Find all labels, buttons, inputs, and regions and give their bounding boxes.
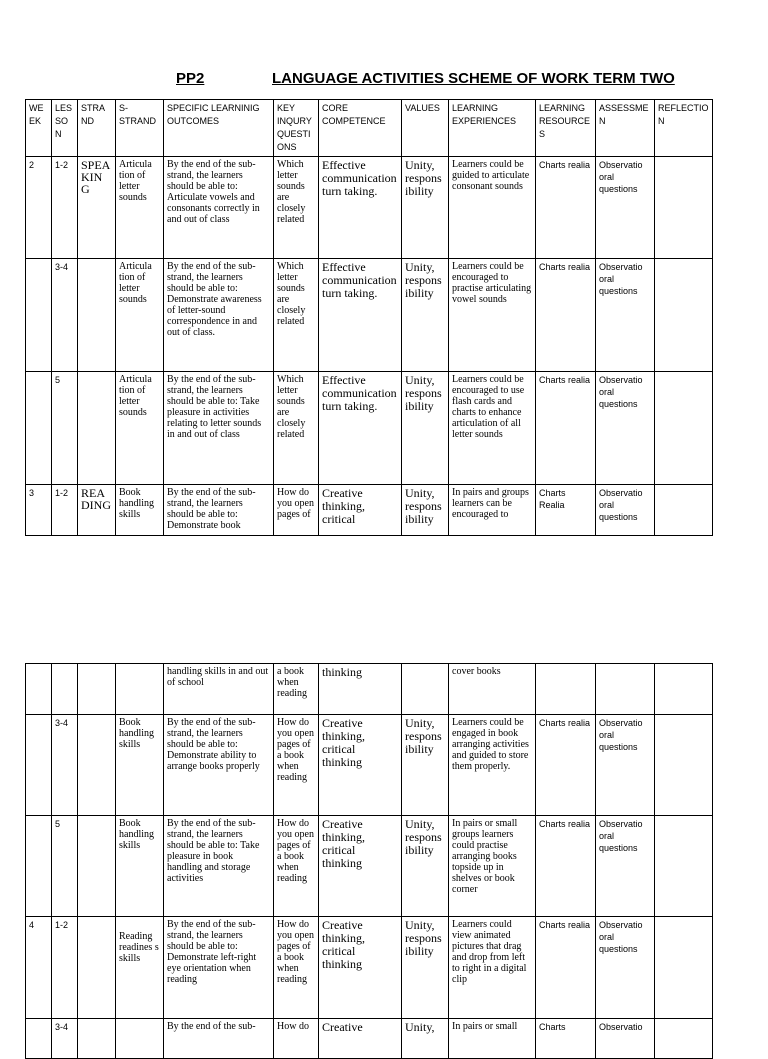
cell-resources: Charts: [536, 1019, 596, 1059]
header-competence: CORE COMPETENCE: [319, 100, 402, 157]
cell-week: 3: [26, 485, 52, 536]
cell-lesson: 5: [52, 816, 78, 917]
cell-reflection: [655, 664, 713, 715]
cell-assessment: Observatio oral questions: [596, 157, 655, 259]
scheme-title: LANGUAGE ACTIVITIES SCHEME OF WORK TERM TWO: [272, 70, 675, 87]
cell-assessment: Observatio oral questions: [596, 917, 655, 1019]
cell-outcomes: By the end of the sub-strand, the learners should be able to: Demonstrate book: [164, 485, 274, 536]
cell-experiences: Learners could be engaged in book arranging activities and guided to store them properly.: [449, 715, 536, 816]
cell-experiences: In pairs or small: [449, 1019, 536, 1059]
header-lesson: LES SO N: [52, 100, 78, 157]
cell-values: Unity,: [402, 1019, 449, 1059]
cell-week: [26, 1019, 52, 1059]
cell-substrand: Book handling skills: [116, 485, 164, 536]
cell-week: [26, 715, 52, 816]
cell-outcomes: By the end of the sub-: [164, 1019, 274, 1059]
cell-substrand: Articula tion of letter sounds: [116, 259, 164, 372]
table-row: [26, 259, 713, 372]
cell-week: [26, 372, 52, 485]
cell-questions: Which letter sounds are closely related: [274, 259, 319, 372]
cell-lesson: 1-2: [52, 157, 78, 259]
cell-week: [26, 664, 52, 715]
cell-resources: Charts realia: [536, 715, 596, 816]
cell-substrand: Reading readines s skills: [116, 917, 164, 1019]
cell-competence: Creative: [319, 1019, 402, 1059]
cell-questions: How do you open pages of: [274, 485, 319, 536]
scheme-table-page-1: [25, 99, 713, 536]
cell-questions: How do you open pages of a book when reading: [274, 917, 319, 1019]
table-row: [26, 917, 713, 1019]
cell-week: 4: [26, 917, 52, 1019]
cell-values: Unity, respons ibility: [402, 917, 449, 1019]
cell-strand: [78, 664, 116, 715]
cell-values: Unity, respons ibility: [402, 485, 449, 536]
cell-competence: Effective communication turn taking.: [319, 157, 402, 259]
cell-competence: Creative thinking, critical: [319, 485, 402, 536]
cell-reflection: [655, 715, 713, 816]
scheme-table-page-2: [25, 663, 713, 1059]
cell-resources: Charts realia: [536, 259, 596, 372]
cell-values: Unity, respons ibility: [402, 259, 449, 372]
cell-outcomes: By the end of the sub-strand, the learners should be able to: Take pleasure in activities relating to letter sounds in and out of class: [164, 372, 274, 485]
cell-competence: Creative thinking, critical thinking: [319, 715, 402, 816]
table-row: [26, 816, 713, 917]
header-resources: LEARNING RESOURCE S: [536, 100, 596, 157]
cell-lesson: 1-2: [52, 485, 78, 536]
cell-lesson: 3-4: [52, 1019, 78, 1059]
cell-assessment: Observatio oral questions: [596, 372, 655, 485]
cell-values: Unity, respons ibility: [402, 372, 449, 485]
cell-outcomes: By the end of the sub-strand, the learners should be able to: Demonstrate ability to arrange books properly: [164, 715, 274, 816]
cell-lesson: 5: [52, 372, 78, 485]
cell-week: [26, 816, 52, 917]
cell-competence: Creative thinking, critical thinking: [319, 816, 402, 917]
cell-strand: [78, 259, 116, 372]
cell-outcomes: By the end of the sub-strand, the learners should be able to: Articulate vowels and consonants correctly in and out of class: [164, 157, 274, 259]
cell-assessment: Observatio oral questions: [596, 715, 655, 816]
cell-values: Unity, respons ibility: [402, 715, 449, 816]
cell-outcomes: By the end of the sub-strand, the learners should be able to: Take pleasure in book handling and storage activities: [164, 816, 274, 917]
header-week: WE EK: [26, 100, 52, 157]
header-values: VALUES: [402, 100, 449, 157]
cell-reflection: [655, 485, 713, 536]
cell-reflection: [655, 259, 713, 372]
cell-resources: Charts Realia: [536, 485, 596, 536]
table-row: [26, 664, 713, 715]
header-questions: KEY INQURY QUESTI ONS: [274, 100, 319, 157]
cell-assessment: Observatio oral questions: [596, 259, 655, 372]
cell-strand: [78, 816, 116, 917]
table-row: [26, 485, 713, 536]
cell-strand: SPEA KIN G: [78, 157, 116, 259]
cell-lesson: 3-4: [52, 259, 78, 372]
cell-lesson: [52, 664, 78, 715]
cell-competence: Effective communication turn taking.: [319, 372, 402, 485]
cell-reflection: [655, 917, 713, 1019]
cell-lesson: 1-2: [52, 917, 78, 1019]
cell-values: Unity, respons ibility: [402, 816, 449, 917]
header-row: [26, 100, 713, 157]
header-substrand: S-STRAND: [116, 100, 164, 157]
cell-strand: [78, 917, 116, 1019]
cell-week: [26, 259, 52, 372]
cell-questions: How do: [274, 1019, 319, 1059]
table-row: [26, 372, 713, 485]
cell-assessment: Observatio oral questions: [596, 816, 655, 917]
header-strand: STRA ND: [78, 100, 116, 157]
cell-experiences: Learners could view animated pictures that drag and drop from left to right in a digital clip: [449, 917, 536, 1019]
cell-lesson: 3-4: [52, 715, 78, 816]
document-title: [0, 70, 768, 90]
cell-experiences: In pairs or small groups learners could practise arranging books topside up in shelves or book corner: [449, 816, 536, 917]
cell-substrand: Articula tion of letter sounds: [116, 157, 164, 259]
cell-reflection: [655, 1019, 713, 1059]
header-reflection: REFLECTIO N: [655, 100, 713, 157]
cell-assessment: Observatio: [596, 1019, 655, 1059]
cell-reflection: [655, 372, 713, 485]
table-row: [26, 1019, 713, 1059]
cell-experiences: Learners could be encouraged to practise articulating vowel sounds: [449, 259, 536, 372]
cell-resources: [536, 664, 596, 715]
cell-questions: How do you open pages of a book when reading: [274, 816, 319, 917]
cell-experiences: cover books: [449, 664, 536, 715]
cell-questions: Which letter sounds are closely related: [274, 372, 319, 485]
cell-assessment: Observatio oral questions: [596, 485, 655, 536]
cell-reflection: [655, 157, 713, 259]
cell-strand: [78, 1019, 116, 1059]
cell-experiences: Learners could be encouraged to use flash cards and charts to enhance articulation of all letter sounds: [449, 372, 536, 485]
cell-outcomes: handling skills in and out of school: [164, 664, 274, 715]
cell-substrand: Book handling skills: [116, 816, 164, 917]
cell-competence: Effective communication turn taking.: [319, 259, 402, 372]
header-outcomes: SPECIFIC LEARNINIG OUTCOMES: [164, 100, 274, 157]
cell-resources: Charts realia: [536, 917, 596, 1019]
cell-substrand: [116, 1019, 164, 1059]
cell-resources: Charts realia: [536, 157, 596, 259]
cell-questions: Which letter sounds are closely related: [274, 157, 319, 259]
table-row: [26, 157, 713, 259]
cell-values: [402, 664, 449, 715]
cell-assessment: [596, 664, 655, 715]
cell-outcomes: By the end of the sub-strand, the learners should be able to: Demonstrate awareness of letter-sound correspondence in and out of class.: [164, 259, 274, 372]
cell-resources: Charts realia: [536, 372, 596, 485]
cell-strand: REA DING: [78, 485, 116, 536]
cell-resources: Charts realia: [536, 816, 596, 917]
cell-strand: [78, 372, 116, 485]
cell-week: 2: [26, 157, 52, 259]
cell-substrand: [116, 664, 164, 715]
cell-outcomes: By the end of the sub-strand, the learners should be able to: Demonstrate left-right eye orientation when reading: [164, 917, 274, 1019]
cell-questions: a book when reading: [274, 664, 319, 715]
header-experiences: LEARNING EXPERIENCES: [449, 100, 536, 157]
table-row: [26, 715, 713, 816]
cell-strand: [78, 715, 116, 816]
cell-experiences: Learners could be guided to articulate consonant sounds: [449, 157, 536, 259]
cell-substrand: Book handling skills: [116, 715, 164, 816]
cell-values: Unity, respons ibility: [402, 157, 449, 259]
cell-experiences: In pairs and groups learners can be encouraged to: [449, 485, 536, 536]
cell-competence: Creative thinking, critical thinking: [319, 917, 402, 1019]
cell-questions: How do you open pages of a book when reading: [274, 715, 319, 816]
cell-reflection: [655, 816, 713, 917]
header-assessment: ASSESSME N: [596, 100, 655, 157]
cell-competence: thinking: [319, 664, 402, 715]
class-label: PP2: [176, 70, 205, 87]
cell-substrand: Articula tion of letter sounds: [116, 372, 164, 485]
